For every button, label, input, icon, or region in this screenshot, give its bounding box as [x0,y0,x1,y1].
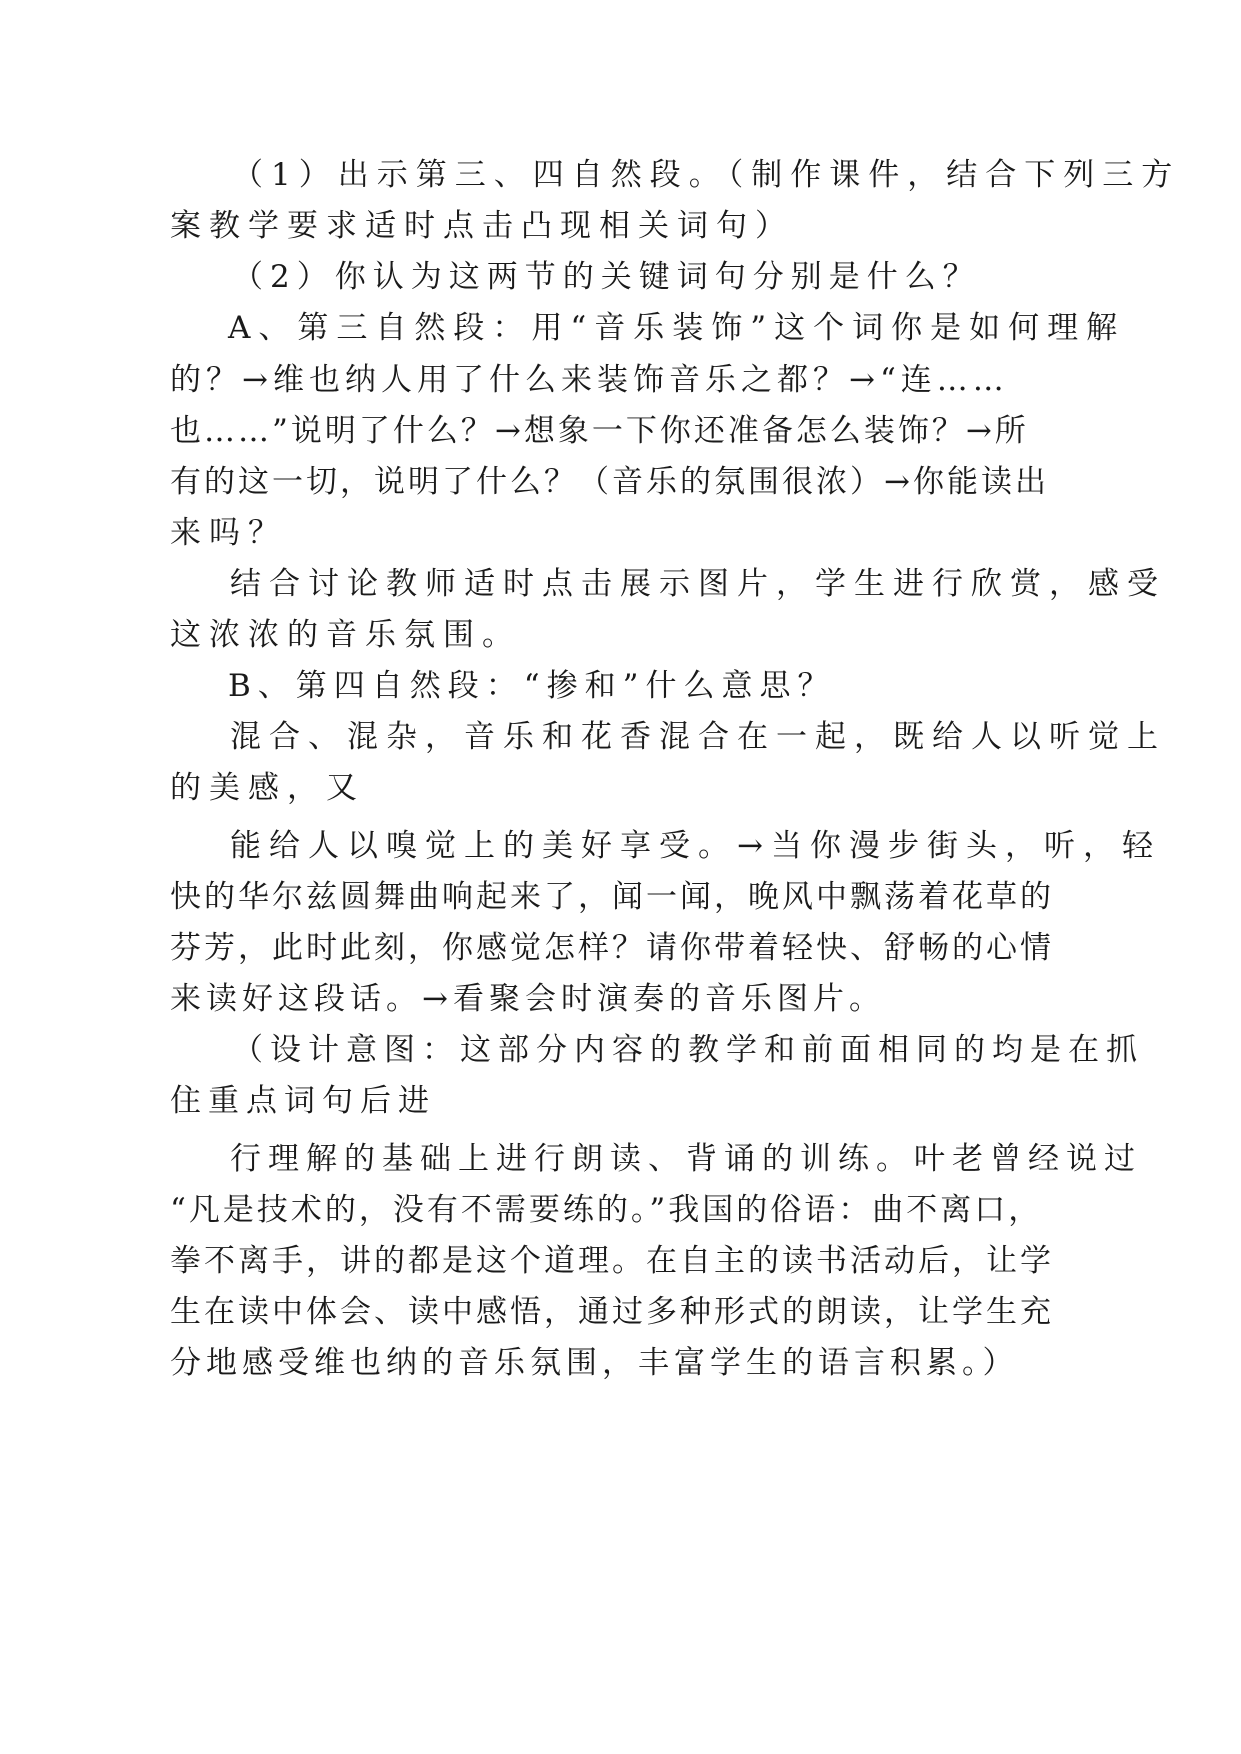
text-line: “凡是技术的，没有不需要练的。”我国的俗语：曲不离口， [170,1192,1043,1228]
text-line: （设计意图：这部分内容的教学和前面相同的均是在抓 [232,1032,1144,1068]
text-line: （1）出示第三、四自然段。（制作课件，结合下列三方 [232,157,1181,193]
text-line: 来吗？ [170,515,287,551]
text-line: 来读好这段话。→看聚会时演奏的音乐图片。 [170,981,885,1017]
text-line: 分地感受维也纳的音乐氛围，丰富学生的语言积累。） [170,1345,1019,1381]
text-line: 拳不离手，讲的都是这个道理。在自主的读书活动后，让学 [170,1243,1054,1279]
text-line: 能给人以嗅觉上的美好享受。→当你漫步街头，听，轻 [230,828,1161,864]
text-line: A、第三自然段：用“音乐装饰”这个词你是如何理解 [228,310,1126,346]
text-line: 行理解的基础上进行朗读、背诵的训练。叶老曾经说过 [230,1141,1142,1177]
text-line: 结合讨论教师适时点击展示图片，学生进行欣赏，感受 [230,566,1166,602]
text-line: 快的华尔兹圆舞曲响起来了，闻一闻，晚风中飘荡着花草的 [170,879,1054,915]
text-line: 芬芳，此时此刻，你感觉怎样？请你带着轻快、舒畅的心情 [170,930,1054,966]
text-line: 生在读中体会、读中感悟，通过多种形式的朗读，让学生充 [170,1294,1054,1330]
text-line: 这浓浓的音乐氛围。 [170,617,521,653]
text-line: 混合、混杂，音乐和花香混合在一起，既给人以听觉上 [230,719,1166,755]
text-line: 也……”说明了什么？→想象一下你还准备怎么装饰？→所 [170,413,1029,449]
text-line: 有的这一切，说明了什么？（音乐的氛围很浓）→你能读出 [170,464,1049,500]
text-line: 住重点词句后进 [170,1083,436,1119]
text-line: 案教学要求适时点击凸现相关词句） [170,208,794,244]
text-line: 的？→维也纳人用了什么来装饰音乐之都？→“连…… [170,362,1009,398]
text-line: （2）你认为这两节的关键词句分别是什么？ [232,259,981,295]
text-line: 的美感，又 [170,770,365,806]
text-line: B、第四自然段：“掺和”什么意思？ [228,668,836,704]
